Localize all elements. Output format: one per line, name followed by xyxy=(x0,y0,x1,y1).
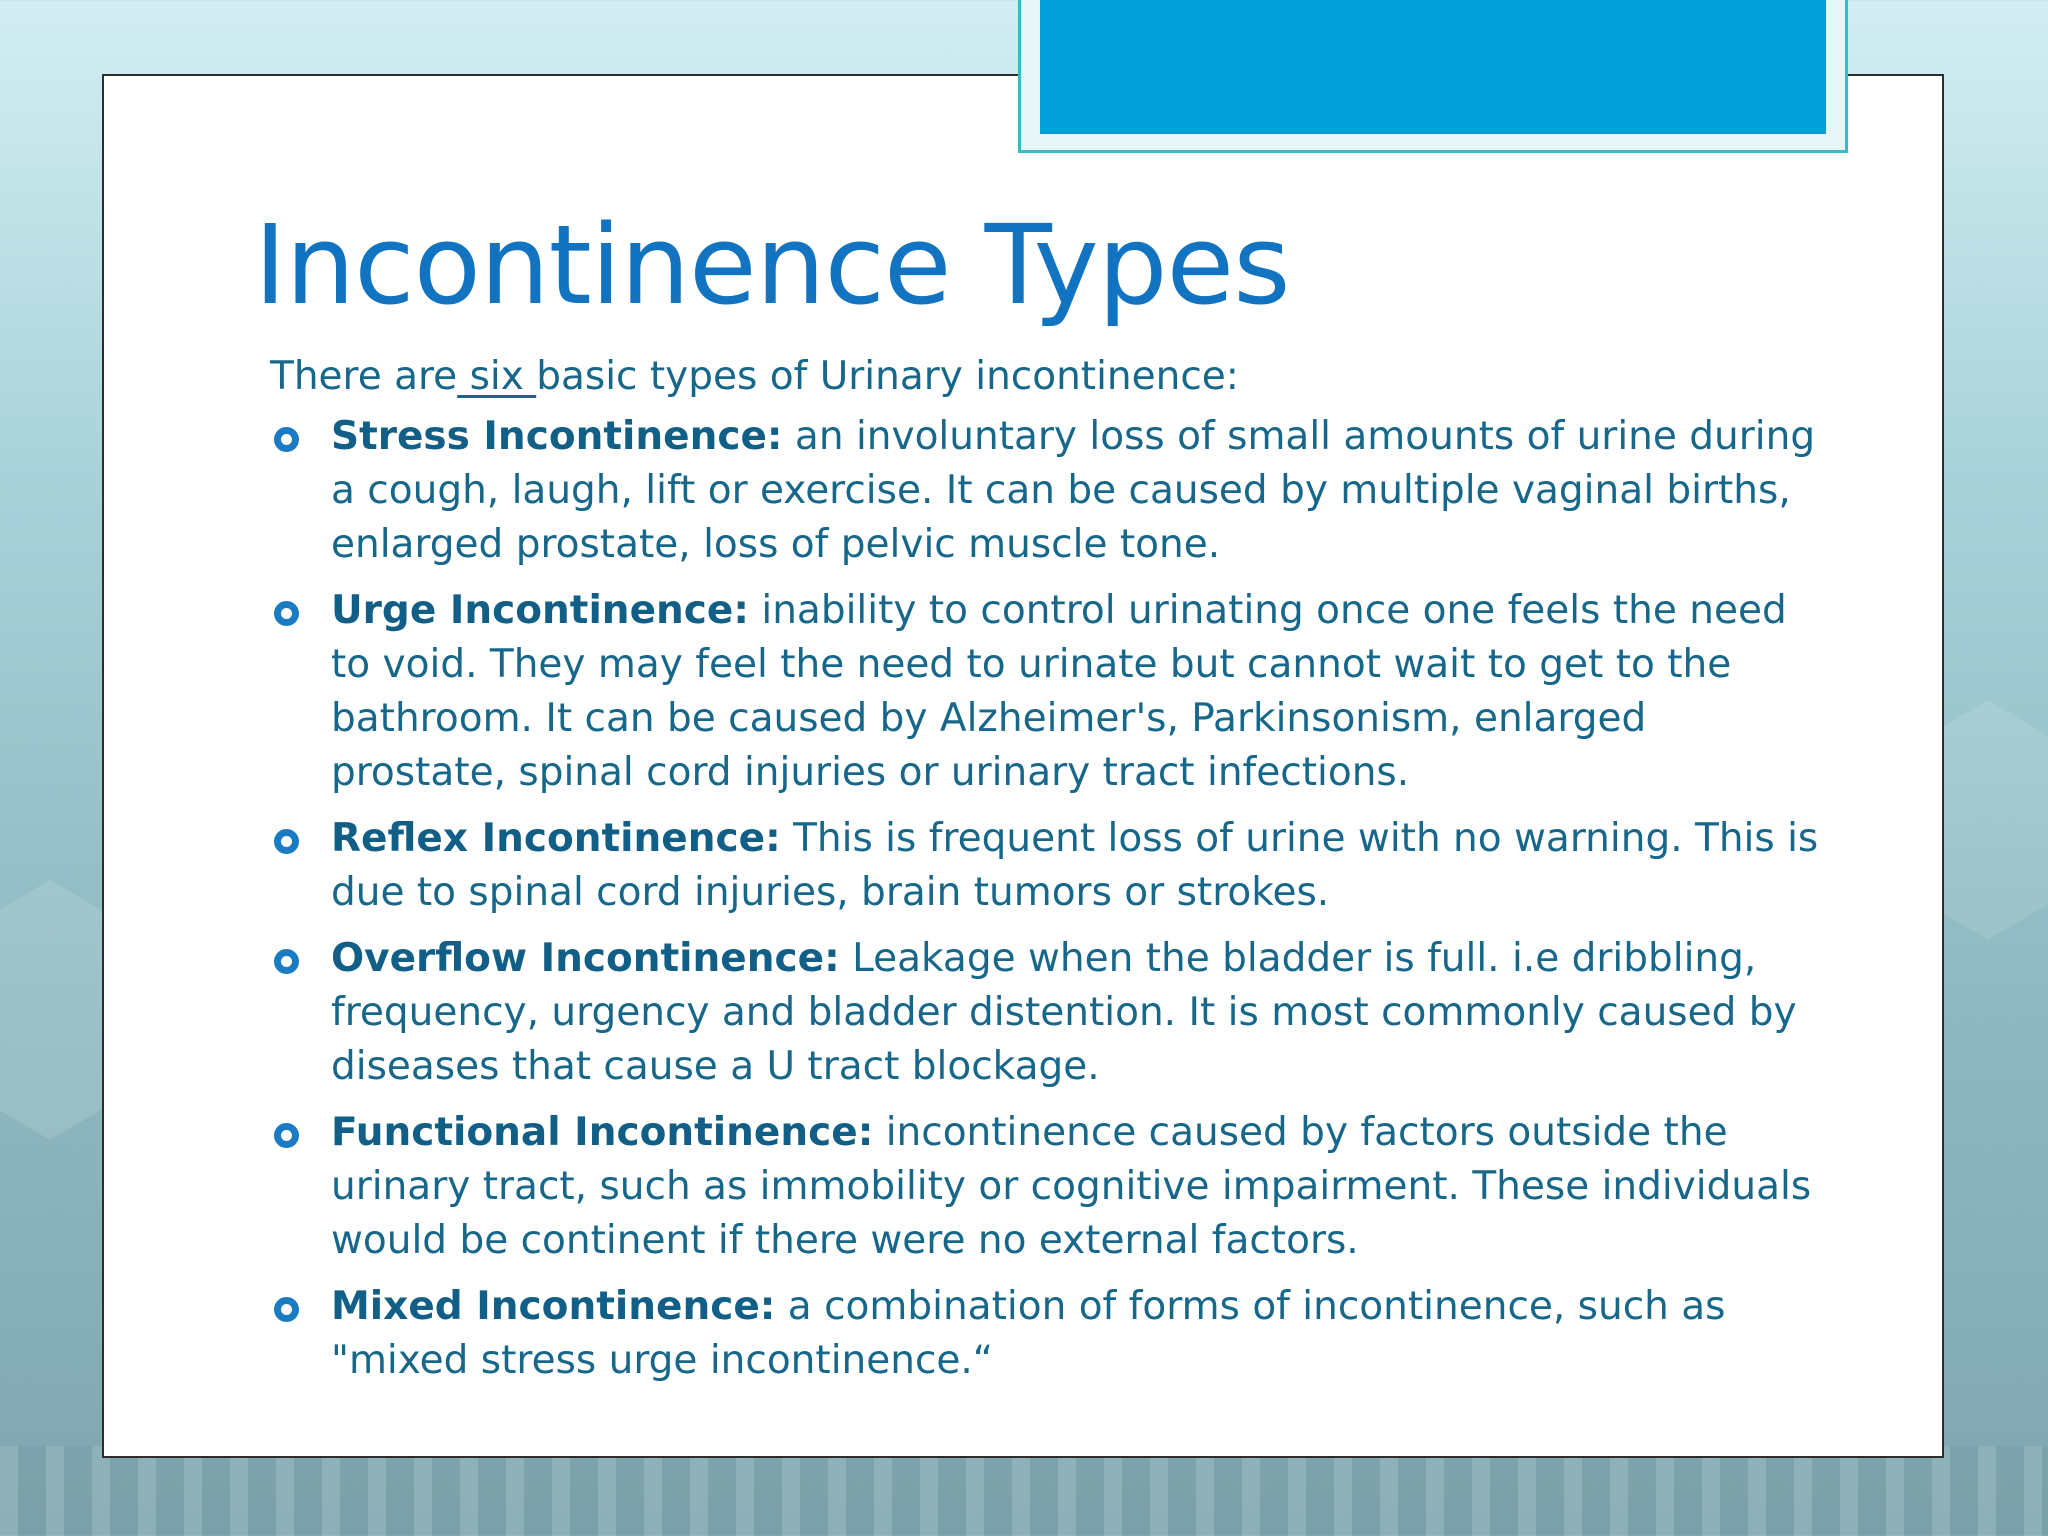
item-term: Overflow Incontinence: xyxy=(331,936,840,981)
item-description: incontinence caused by factors outside the urinary tract, such as immobility or cognitive impairment. These individuals would be continent if there were no external factors. xyxy=(331,1110,1812,1263)
item-term: Urge Incontinence: xyxy=(331,588,749,633)
item-term: Stress Incontinence: xyxy=(331,414,783,459)
ring-bullet-icon xyxy=(274,427,299,452)
ring-bullet-icon xyxy=(274,601,299,626)
ring-bullet-icon xyxy=(274,829,299,854)
intro-emphasis: six xyxy=(457,354,537,399)
ring-bullet-icon xyxy=(274,1297,299,1322)
ring-bullet-icon xyxy=(274,949,299,974)
list-item-mixed xyxy=(270,1280,1830,1388)
list-item-urge xyxy=(270,584,1830,800)
item-description: This is frequent loss of urine with no warning. This is due to spinal cord injuries, brain tumors or strokes. xyxy=(331,816,1819,915)
item-description: an involuntary loss of small amounts of urine during a cough, laugh, lift or exercise. It can be caused by multiple vaginal births, enlarged prostate, loss of pelvic muscle tone. xyxy=(331,414,1816,567)
intro-text-before: There are xyxy=(270,354,458,399)
item-description: inability to control urinating once one feels the need to void. They may feel the need to urinate but cannot wait to get to the bathroom. It can be caused by Alzheimer's, Parkinsonism, enlarged prostate, spinal cord injuries or urinary tract infections. xyxy=(331,588,1787,795)
list-item-reflex xyxy=(270,812,1830,920)
list-item-overflow xyxy=(270,932,1830,1094)
intro-text-after: basic types of Urinary incontinence: xyxy=(536,354,1239,399)
item-term: Reflex Incontinence: xyxy=(331,816,781,861)
item-description: a combination of forms of incontinence, such as "mixed stress urge incontinence.“ xyxy=(331,1284,1726,1383)
item-term: Mixed Incontinence: xyxy=(331,1284,776,1329)
background-stripes xyxy=(0,1446,2048,1536)
item-term: Functional Incontinence: xyxy=(331,1110,874,1155)
slide-content xyxy=(270,350,1830,1400)
incontinence-types-list xyxy=(270,410,1830,1388)
intro-line xyxy=(270,350,1830,404)
slide-title: Incontinence Types xyxy=(254,201,1290,329)
item-description: Leakage when the bladder is full. i.e dribbling, frequency, urgency and bladder distention. It is most commonly caused by diseases that cause a U tract blockage. xyxy=(331,936,1797,1089)
ring-bullet-icon xyxy=(274,1123,299,1148)
accent-block xyxy=(1040,0,1826,134)
list-item-stress xyxy=(270,410,1830,572)
list-item-functional xyxy=(270,1106,1830,1268)
